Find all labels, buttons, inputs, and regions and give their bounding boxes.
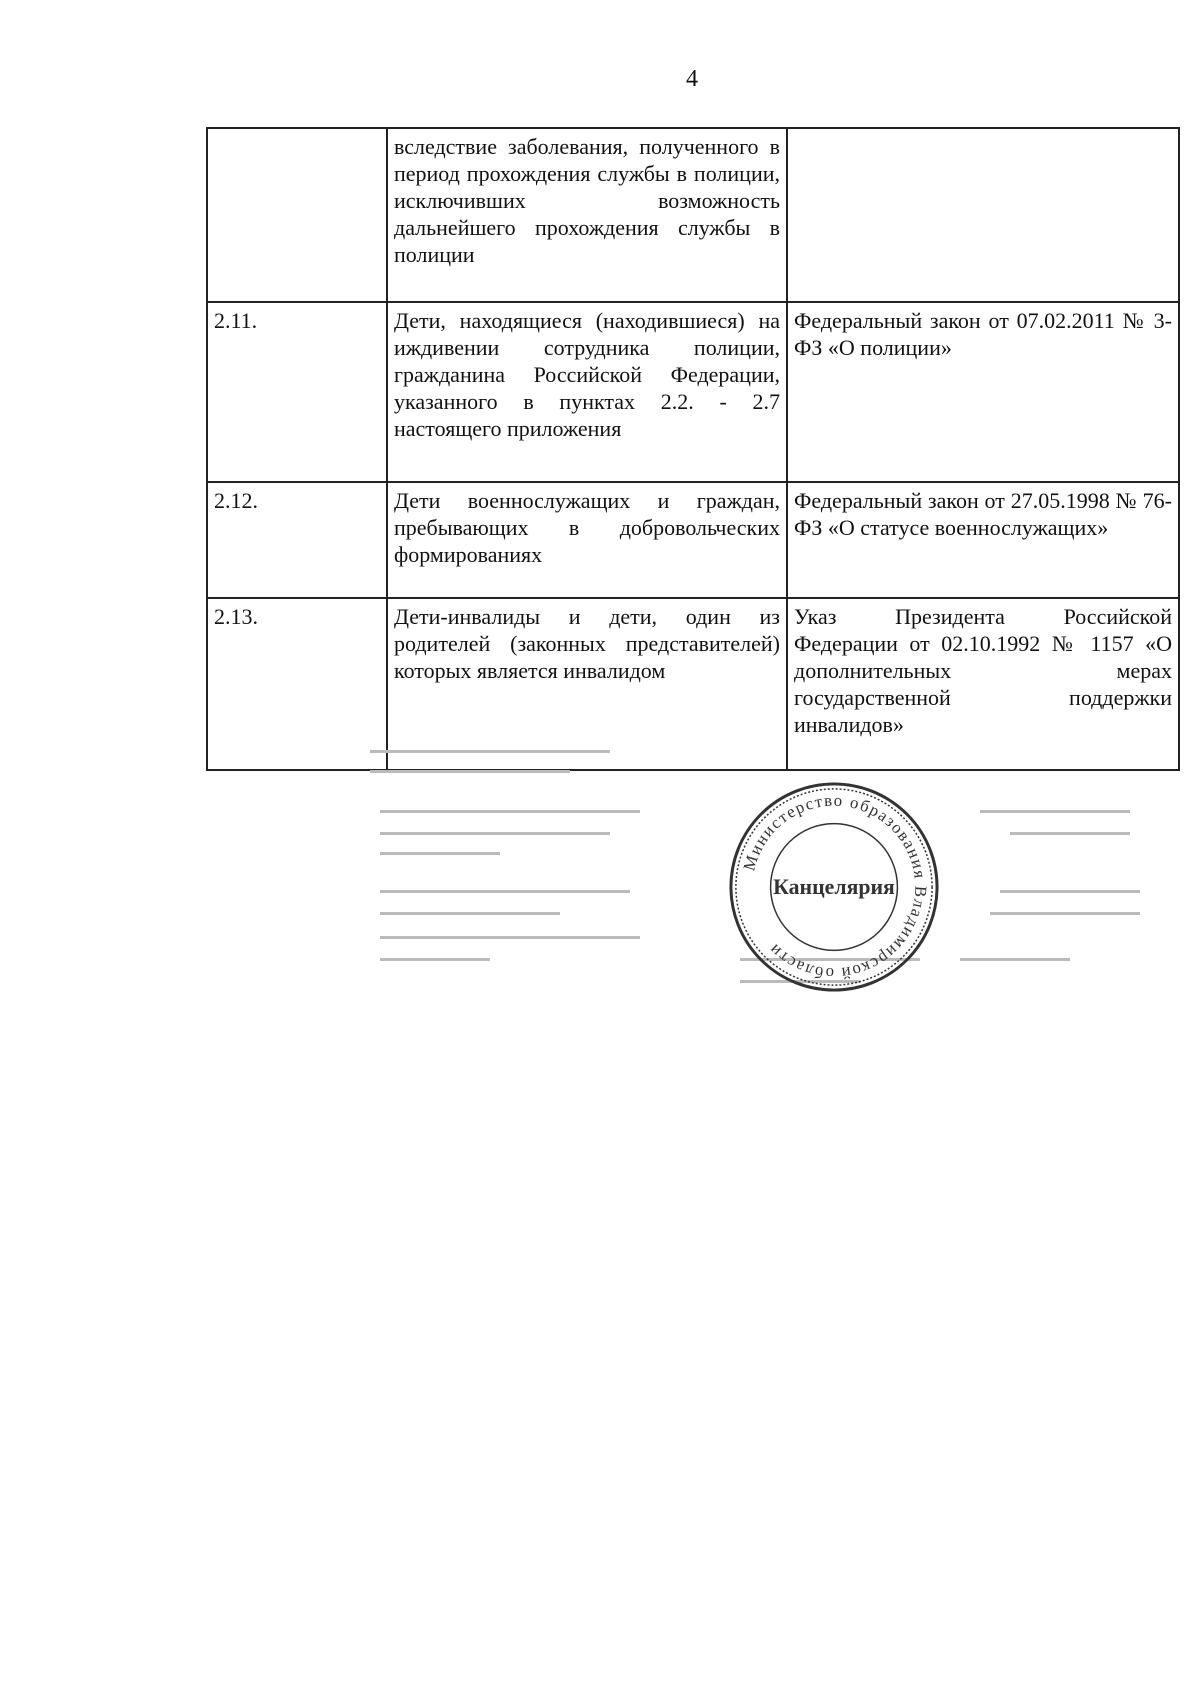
row-description: Дети военнослужащих и граждан, пребывающих в добровольческих формированиях bbox=[387, 482, 787, 598]
row-legal-basis: Федеральный закон от 07.02.2011 № 3-ФЗ «О полиции» bbox=[787, 302, 1179, 482]
row-number: 2.13. bbox=[207, 598, 387, 770]
row-number bbox=[207, 128, 387, 302]
row-number: 2.11. bbox=[207, 302, 387, 482]
table-row bbox=[207, 128, 1179, 302]
row-number: 2.12. bbox=[207, 482, 387, 598]
table-row bbox=[207, 302, 1179, 482]
table-row bbox=[207, 482, 1179, 598]
eligibility-table bbox=[206, 127, 1180, 771]
page-number: 4 bbox=[686, 66, 698, 92]
stamp-center-text: Канцелярия bbox=[773, 874, 895, 899]
row-description: Дети, находящиеся (находившиеся) на иждивении сотрудника полиции, гражданина Российской Федерации, указанного в пунктах 2.2. - 2.7 настоящего приложения bbox=[387, 302, 787, 482]
row-description: Дети-инвалиды и дети, один из родителей (законных представителей) которых является инвалидом bbox=[387, 598, 787, 770]
row-legal-basis: Федеральный закон от 27.05.1998 № 76-ФЗ «О статусе военнослужащих» bbox=[787, 482, 1179, 598]
row-legal-basis: Указ Президента Российской Федерации от 02.10.1992 № 1157 «О дополнительных мерах государственной поддержки инвалидов» bbox=[787, 598, 1179, 770]
row-description: вследствие заболевания, полученного в период прохождения службы в полиции, исключивших возможность дальнейшего прохождения службы в полиции bbox=[387, 128, 787, 302]
stamp-ring-path-text: Министерство образования Владимирской области bbox=[739, 790, 931, 984]
official-stamp bbox=[725, 778, 943, 996]
row-legal-basis bbox=[787, 128, 1179, 302]
